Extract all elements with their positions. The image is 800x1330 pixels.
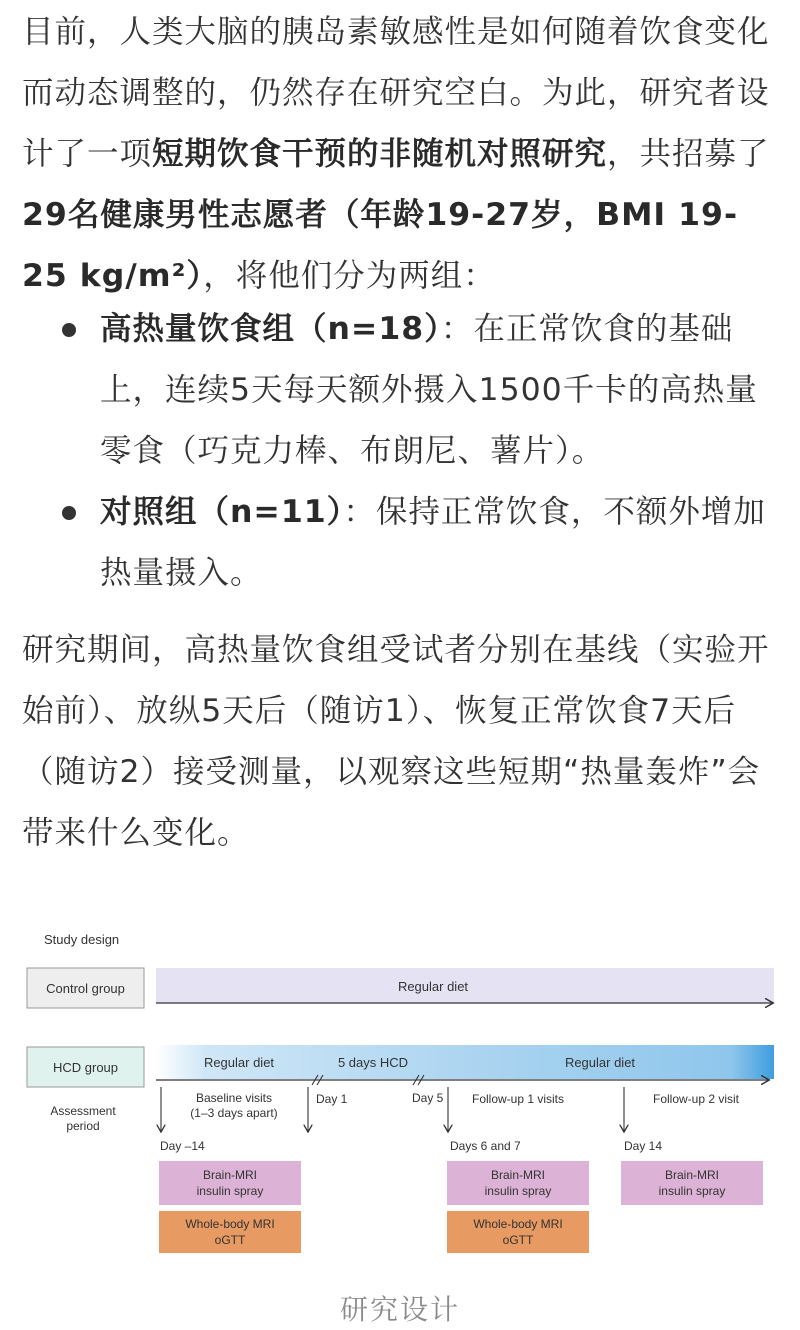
assessment-label-2: period	[66, 1119, 100, 1133]
hcd-bar-label-3: Regular diet	[564, 1055, 636, 1070]
followup2-label: Follow-up 2 visit	[652, 1092, 740, 1106]
intro-bold-participants: 29名健康男性志愿者（年龄19-27岁，BMI 19-25 kg/m²）	[22, 197, 739, 294]
list-item-text: ：在正常饮食的基础上，连续5天每天额外摄入1500千卡的高热量零食（巧克力棒、布朗尼、薯片）。	[100, 311, 758, 469]
bullet-dot-icon	[62, 323, 76, 337]
day-m14-label: Day –14	[160, 1139, 205, 1153]
figure-title: Study design	[44, 932, 120, 947]
ogtt-label: oGTT	[502, 1233, 534, 1247]
list-item-bold: 高热量饮食组（n=18）	[100, 311, 441, 347]
brain-mri-label: Brain-MRI	[202, 1168, 258, 1182]
day67-label: Days 6 and 7	[450, 1139, 521, 1153]
group-list	[22, 299, 782, 604]
whole-body-mri-label: Whole-body MRI	[185, 1217, 275, 1231]
control-bar-label: Regular diet	[397, 979, 469, 994]
study-design-figure	[20, 925, 780, 1265]
control-group-label: Control group	[46, 981, 125, 996]
brain-mri-sublabel: insulin spray	[196, 1184, 264, 1198]
whole-body-mri-label: Whole-body MRI	[473, 1217, 563, 1231]
brain-mri-label: Brain-MRI	[490, 1168, 546, 1182]
hcd-bar-label-1: Regular diet	[203, 1055, 275, 1070]
day1-label: Day 1	[316, 1092, 348, 1106]
day14-label: Day 14	[624, 1139, 663, 1153]
brain-mri-sublabel: insulin spray	[484, 1184, 552, 1198]
hcd-group-label: HCD group	[52, 1060, 119, 1075]
brain-mri-sublabel: insulin spray	[658, 1184, 726, 1198]
figure-caption: 研究设计	[339, 1293, 460, 1326]
day5-label: Day 5	[412, 1091, 444, 1105]
ogtt-label: oGTT	[214, 1233, 246, 1247]
bullet-dot-icon	[62, 506, 76, 520]
list-item-bold: 对照组（n=11）	[100, 494, 344, 530]
baseline-label-1: Baseline visits	[195, 1091, 273, 1105]
brain-mri-label: Brain-MRI	[664, 1168, 720, 1182]
intro-bold-study-type: 短期饮食干预的非随机对照研究	[152, 136, 608, 172]
followup1-label: Follow-up 1 visits	[471, 1092, 565, 1106]
method-paragraph: 研究期间，高热量饮食组受试者分别在基线（实验开始前）、放纵5天后（随访1）、恢复正常饮食7天后（随访2）接受测量，以观察这些短期“热量轰炸”会带来什么变化。	[22, 632, 770, 851]
baseline-label-2: (1–3 days apart)	[190, 1106, 278, 1120]
intro-text-3: ，将他们分为两组：	[203, 258, 496, 294]
list-item-text: ：保持正常饮食，不额外增加热量摄入。	[100, 494, 766, 591]
intro-text-2: ，共招募了	[607, 136, 770, 172]
hcd-bar-label-2: 5 days HCD	[337, 1055, 409, 1070]
intro-text-1: 目前，人类大脑的胰岛素敏感性是如何随着饮食变化而动态调整的，仍然存在研究空白。为此，研究者设计了一项	[22, 14, 770, 172]
intro-paragraph	[22, 2, 782, 307]
list-item-control-group	[22, 482, 782, 604]
assessment-label-1: Assessment	[50, 1104, 116, 1118]
list-item-hcd-group	[22, 299, 782, 482]
